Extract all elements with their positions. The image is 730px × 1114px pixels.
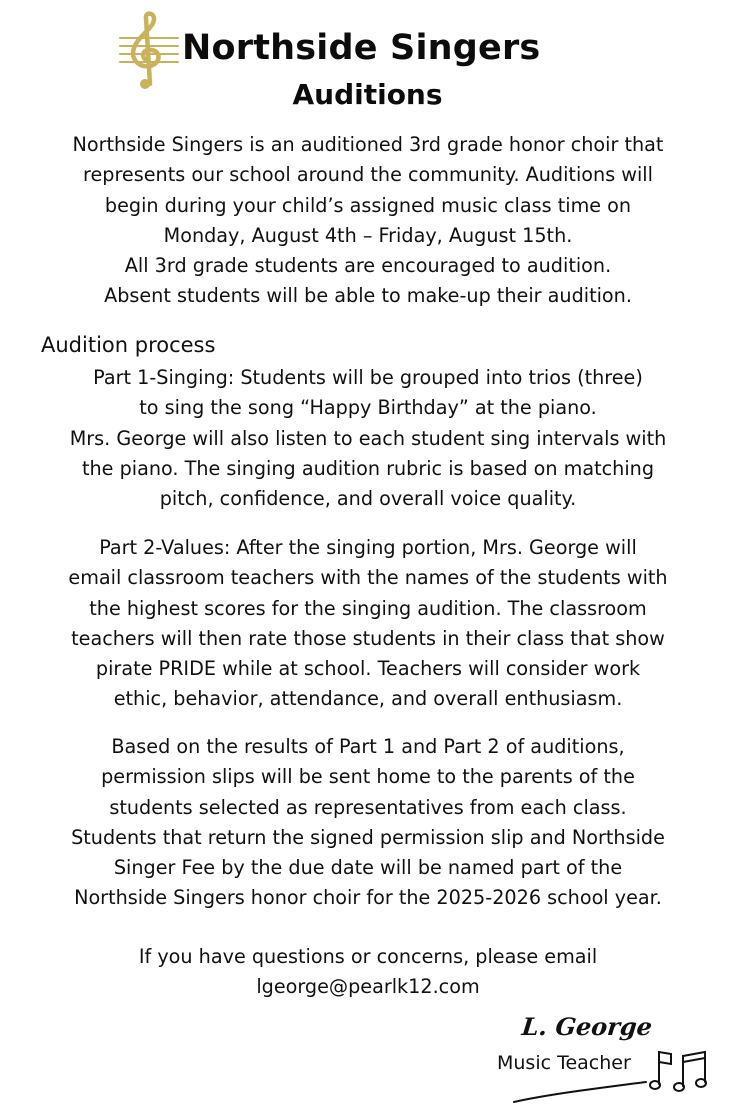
page-subtitle: Auditions bbox=[292, 78, 443, 111]
results-paragraph: Based on the results of Part 1 and Part 2 of auditions, permission slips will be sent home to the parents of the students selected as representatives from each class. Students that return the signed permission slip and Northside Singer Fee by the due date will be named part of the Northside Singers honor choir for the 2025-2026 school year. bbox=[71, 735, 665, 910]
header bbox=[0, 0, 730, 120]
part2-paragraph: Part 2-Values: After the singing portion, Mrs. George will email classroom teachers with the names of the students with the highest scores for the singing audition. The classroom teachers will then rate those students in their class that show pirate PRIDE while at school. Teachers will consider work ethic, behavior, attendance, and overall enthusiasm. bbox=[68, 536, 668, 711]
contact-paragraph: If you have questions or concerns, please email lgeorge@pearlk12.com bbox=[138, 945, 598, 999]
part1-paragraph: Part 1-Singing: Students will be grouped into trios (three) to sing the song “Happy Birthday” at the piano. Mrs. George will also listen to each student sing intervals with the piano. The singing audition rubric is based on matching pitch, confidence, and overall voice quality. bbox=[69, 366, 667, 511]
music-notes-icon bbox=[645, 1046, 711, 1092]
section-heading: Audition process bbox=[41, 333, 216, 357]
page-title: Northside Singers bbox=[182, 28, 541, 68]
signature-underline bbox=[510, 1080, 650, 1110]
intro-paragraph: Northside Singers is an auditioned 3rd grade honor choir that represents our school around the community. Auditions will begin during your child’s assigned music class time on Monday, August 4th – Friday, August 15th. All 3rd grade students are encouraged to audition. Absent students will be able to make-up their audition. bbox=[72, 133, 664, 308]
signature: L. George bbox=[520, 1012, 654, 1041]
teacher-role: Music Teacher bbox=[497, 1052, 631, 1074]
